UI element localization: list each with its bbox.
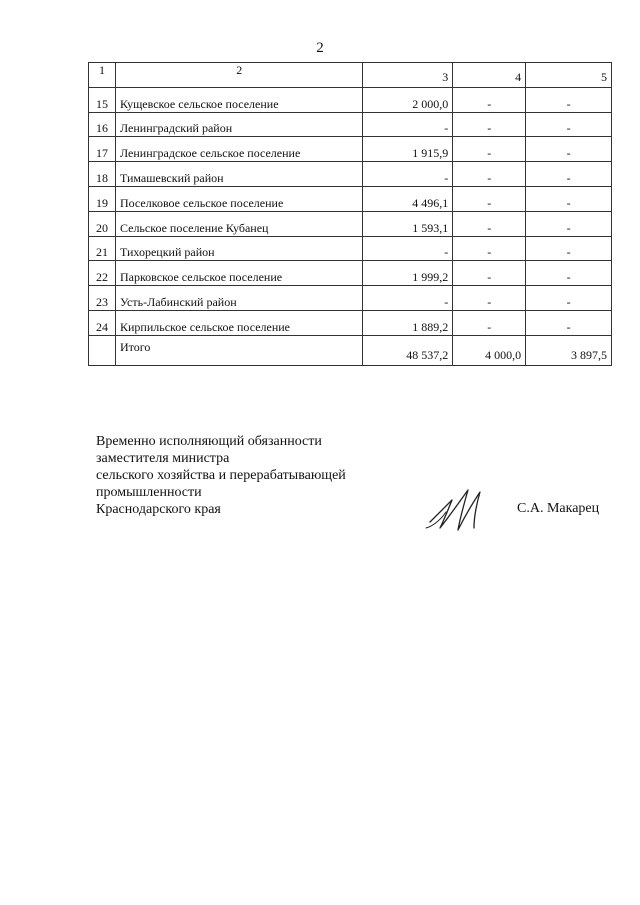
row-name-cell: Парковское сельское поселение [115,261,362,286]
row-name-cell: Итого [115,335,362,365]
table-row [89,87,612,112]
row-name-cell: Усть-Лабинский район [115,286,362,311]
value-col4-cell: - [453,162,526,187]
value-col4-cell: - [453,87,526,112]
table-row [89,112,612,137]
row-name-cell: Кирпильское сельское поселение [115,310,362,335]
table-row [89,310,612,335]
value-col3-cell: - [363,236,453,261]
table-row [89,236,612,261]
value-col5-cell: - [526,211,612,236]
table-row [89,286,612,311]
value-col5-cell: - [526,112,612,137]
row-number-cell: 23 [89,286,116,311]
value-col3-cell: 4 496,1 [363,186,453,211]
value-col3-cell: - [363,286,453,311]
value-col4-cell: 4 000,0 [453,335,526,365]
row-number-cell: 24 [89,310,116,335]
table-row [89,211,612,236]
table-row [89,186,612,211]
value-col3-cell: 1 593,1 [363,211,453,236]
row-name-cell: Тимашевский район [115,162,362,187]
signatory-name: С.А. Макарец [517,501,600,516]
row-number-cell: 17 [89,137,116,162]
row-name-cell: Ленинградское сельское поселение [115,137,362,162]
table-row [89,261,612,286]
table-total-row [89,335,612,365]
row-number-cell [89,335,116,365]
value-col5-cell: - [526,261,612,286]
value-col5-cell: - [526,137,612,162]
header-cell-4: 4 [453,63,526,88]
value-col3-cell: 1 999,2 [363,261,453,286]
row-name-cell: Ленинградский район [115,112,362,137]
value-col3-cell: 1 915,9 [363,137,453,162]
handwritten-signature [422,478,492,538]
value-col5-cell: 3 897,5 [526,335,612,365]
row-name-cell: Сельское поселение Кубанец [115,211,362,236]
value-col5-cell: - [526,236,612,261]
value-col3-cell: - [363,112,453,137]
row-name-cell: Кущевское сельское поселение [115,87,362,112]
row-name-cell: Тихорецкий район [115,236,362,261]
row-number-cell: 22 [89,261,116,286]
row-number-cell: 19 [89,186,116,211]
value-col3-cell: 1 889,2 [363,310,453,335]
header-cell-5: 5 [526,63,612,88]
value-col4-cell: - [453,310,526,335]
value-col4-cell: - [453,286,526,311]
value-col3-cell: 48 537,2 [363,335,453,365]
value-col5-cell: - [526,162,612,187]
value-col4-cell: - [453,211,526,236]
row-number-cell: 18 [89,162,116,187]
signature-title-line: промышленности [96,485,202,500]
header-cell-2: 2 [115,63,362,88]
row-number-cell: 15 [89,87,116,112]
row-name-cell: Поселковое сельское поселение [115,186,362,211]
value-col3-cell: - [363,162,453,187]
value-col4-cell: - [453,186,526,211]
table-row [89,137,612,162]
value-col3-cell: 2 000,0 [363,87,453,112]
value-col4-cell: - [453,236,526,261]
value-col5-cell: - [526,186,612,211]
signature-title-line: Краснодарского края [96,502,221,517]
value-col5-cell: - [526,87,612,112]
value-col4-cell: - [453,112,526,137]
signature-title-line: Временно исполняющий обязанности [96,434,322,449]
header-cell-1: 1 [89,63,116,88]
data-table [88,62,612,366]
header-cell-3: 3 [363,63,453,88]
table-row [89,162,612,187]
row-number-cell: 21 [89,236,116,261]
row-number-cell: 16 [89,112,116,137]
signature-title-block [96,433,396,518]
row-number-cell: 20 [89,211,116,236]
page-number: 2 [316,40,324,56]
signature-title-line: сельского хозяйства и перерабатывающей [96,468,346,483]
signature-title-line: заместителя министра [96,451,230,466]
value-col5-cell: - [526,310,612,335]
value-col4-cell: - [453,261,526,286]
value-col4-cell: - [453,137,526,162]
table-header-row [89,63,612,88]
value-col5-cell: - [526,286,612,311]
